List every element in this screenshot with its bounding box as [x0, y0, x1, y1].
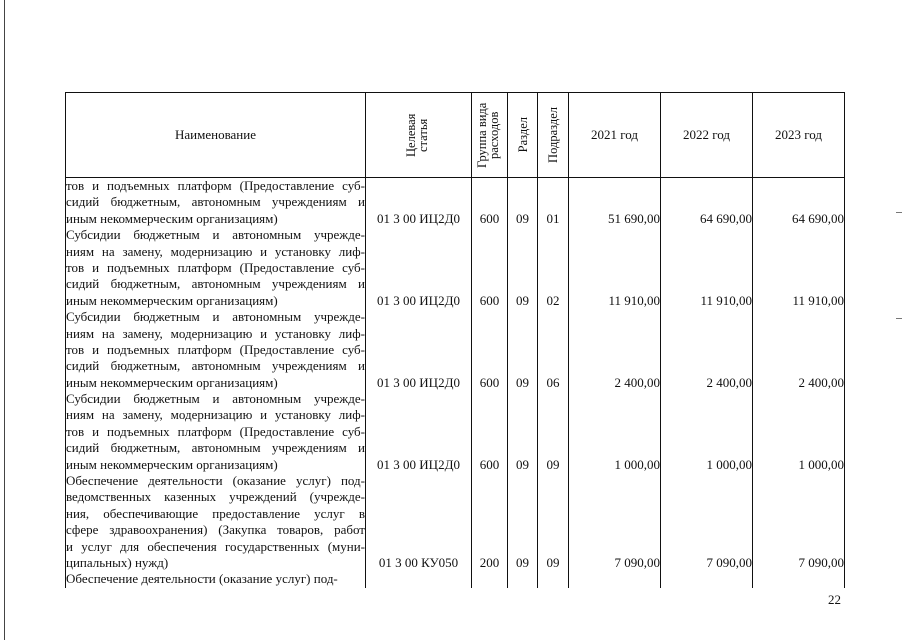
- header-section: Раздел: [508, 93, 538, 178]
- name-line: сидий бюджетным, автономным учреждениям и: [66, 194, 365, 210]
- name-line: иным некоммерческим организациям): [66, 292, 278, 308]
- cell-subsection: 09: [538, 473, 569, 571]
- cell-name: [66, 178, 366, 228]
- name-line: и услуг для обеспечения государственных (муни-: [66, 538, 365, 554]
- cell-name: [66, 571, 366, 587]
- cell-name: [66, 227, 366, 309]
- cell-target-article: 01 3 00 ИЦ2Д0: [366, 227, 472, 309]
- table-row: [66, 178, 845, 228]
- cell-value-2023: 64 690,00: [753, 178, 845, 228]
- cell-section: [508, 571, 538, 587]
- name-line: Субсидии бюджетным и автономным учрежде-: [66, 309, 365, 325]
- cell-subsection: 02: [538, 227, 569, 309]
- cell-value-2021: 51 690,00: [569, 178, 661, 228]
- name-line: тов и подъемных платформ (Предоставление суб-: [66, 178, 365, 193]
- cell-value-2021: 2 400,00: [569, 309, 661, 391]
- header-name: Наименование: [66, 93, 366, 178]
- cell-value-2022: [661, 571, 753, 587]
- table-row: [66, 309, 845, 391]
- cell-name: [66, 309, 366, 391]
- header-expense-group: Группа вида расходов: [472, 93, 508, 178]
- name-line: тов и подъемных платформ (Предоставление суб-: [66, 259, 365, 275]
- cell-value-2022: 7 090,00: [661, 473, 753, 571]
- name-line: Обеспечение деятельности (оказание услуг) под-: [66, 571, 338, 587]
- table-row: [66, 473, 845, 571]
- name-line: ниям на замену, модернизацию и установку лиф-: [66, 243, 365, 259]
- name-line: Субсидии бюджетным и автономным учрежде-: [66, 391, 365, 407]
- cell-name: [66, 391, 366, 473]
- name-line: сидий бюджетным, автономным учреждениям и: [66, 440, 365, 456]
- budget-table: [65, 92, 845, 588]
- table-row: [66, 391, 845, 473]
- cell-expense-group: [472, 571, 508, 587]
- table-header-row: [66, 93, 845, 178]
- cell-value-2022: 11 910,00: [661, 227, 753, 309]
- header-year-2021: 2021 год: [569, 93, 661, 178]
- name-line: ния, обеспечивающие предоставление услуг в: [66, 505, 365, 521]
- cell-expense-group: 600: [472, 227, 508, 309]
- cell-target-article: 01 3 00 ИЦ2Д0: [366, 391, 472, 473]
- cell-name: [66, 473, 366, 571]
- cell-expense-group: 600: [472, 178, 508, 228]
- scan-mark: [896, 318, 902, 319]
- cell-value-2023: [753, 571, 845, 587]
- cell-value-2021: 11 910,00: [569, 227, 661, 309]
- cell-value-2023: 11 910,00: [753, 227, 845, 309]
- name-line: иным некоммерческим организациям): [66, 210, 278, 226]
- cell-target-article: 01 3 00 КУ050: [366, 473, 472, 571]
- header-subsection: Подраздел: [538, 93, 569, 178]
- cell-section: 09: [508, 227, 538, 309]
- name-line: сидий бюджетным, автономным учреждениям и: [66, 276, 365, 292]
- name-line: Субсидии бюджетным и автономным учрежде-: [66, 227, 365, 243]
- name-line: ниям на замену, модернизацию и установку лиф-: [66, 325, 365, 341]
- scan-mark: [896, 212, 902, 213]
- cell-subsection: 01: [538, 178, 569, 228]
- cell-target-article: [366, 571, 472, 587]
- cell-subsection: 06: [538, 309, 569, 391]
- cell-value-2023: 7 090,00: [753, 473, 845, 571]
- name-line: ведомственных казенных учреждений (учрежде-: [66, 489, 365, 505]
- name-line: сфере здравоохранения) (Закупка товаров, работ: [66, 522, 365, 538]
- cell-section: 09: [508, 391, 538, 473]
- name-line: Обеспечение деятельности (оказание услуг) под-: [66, 473, 365, 489]
- cell-section: 09: [508, 473, 538, 571]
- cell-expense-group: 600: [472, 309, 508, 391]
- name-line: ципальных) нужд): [66, 554, 169, 570]
- cell-subsection: [538, 571, 569, 587]
- header-year-2022: 2022 год: [661, 93, 753, 178]
- name-line: ниям на замену, модернизацию и установку лиф-: [66, 407, 365, 423]
- cell-target-article: 01 3 00 ИЦ2Д0: [366, 309, 472, 391]
- cell-target-article: 01 3 00 ИЦ2Д0: [366, 178, 472, 228]
- cell-value-2021: [569, 571, 661, 587]
- header-year-2023: 2023 год: [753, 93, 845, 178]
- cell-value-2021: 7 090,00: [569, 473, 661, 571]
- page-number: 22: [828, 592, 841, 607]
- cell-value-2022: 2 400,00: [661, 309, 753, 391]
- cell-subsection: 09: [538, 391, 569, 473]
- cell-expense-group: 600: [472, 391, 508, 473]
- cell-value-2021: 1 000,00: [569, 391, 661, 473]
- table-row: [66, 571, 845, 587]
- cell-value-2023: 2 400,00: [753, 309, 845, 391]
- page-edge: [4, 0, 5, 640]
- cell-value-2022: 1 000,00: [661, 391, 753, 473]
- cell-value-2022: 64 690,00: [661, 178, 753, 228]
- cell-expense-group: 200: [472, 473, 508, 571]
- name-line: сидий бюджетным, автономным учреждениям и: [66, 358, 365, 374]
- name-line: иным некоммерческим организациям): [66, 456, 278, 472]
- table-row: [66, 227, 845, 309]
- header-target-article: Целевая статья: [366, 93, 472, 178]
- cell-section: 09: [508, 178, 538, 228]
- name-line: тов и подъемных платформ (Предоставление суб-: [66, 341, 365, 357]
- cell-value-2023: 1 000,00: [753, 391, 845, 473]
- name-line: тов и подъемных платформ (Предоставление суб-: [66, 423, 365, 439]
- name-line: иным некоммерческим организациям): [66, 374, 278, 390]
- cell-section: 09: [508, 309, 538, 391]
